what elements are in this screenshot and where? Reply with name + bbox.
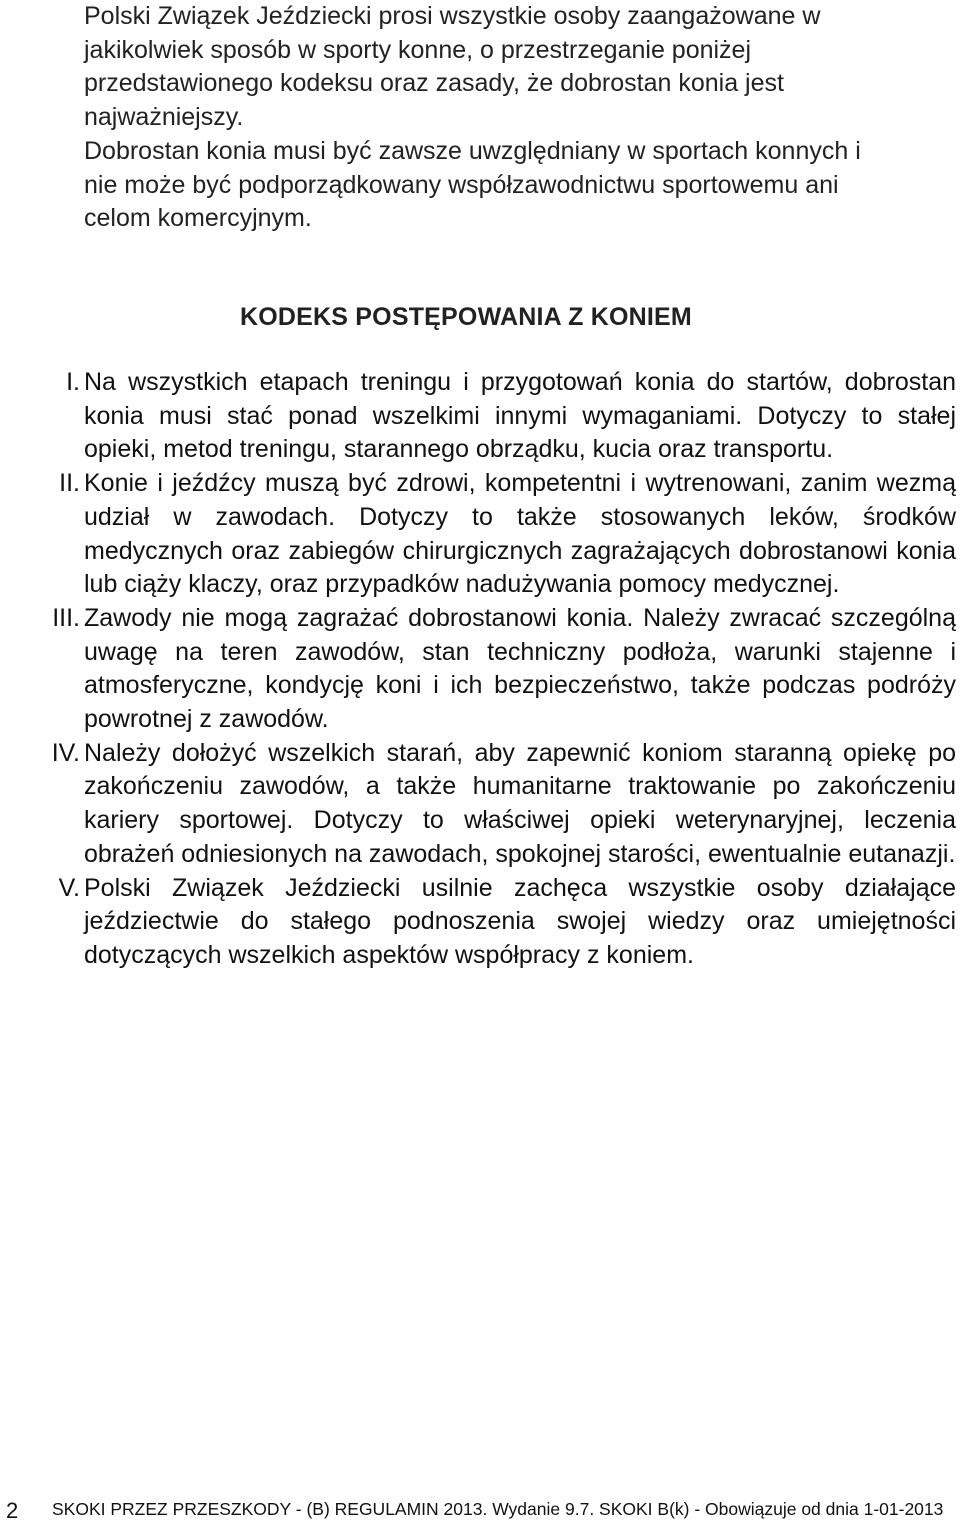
section-heading: KODEKS POSTĘPOWANIA Z KONIEM (240, 303, 692, 331)
intro-section (84, 0, 874, 236)
code-item-1 (0, 366, 960, 467)
item-number: V. (58, 873, 80, 902)
item-text: Na wszystkich etapach treningu i przygotowań konia do startów, dobrostan konia musi stać ponad wszelkimi innymi wymaganiami. Dotyczy to stałej opieki, metod treningu, starannego obrządku, kucia oraz transportu. (84, 368, 956, 464)
item-text: Polski Związek Jeździecki usilnie zachęca wszystkie osoby działające jeździectwie do stałego podnoszenia swojej wiedzy oraz umiejętności dotyczących wszelkich aspektów współpracy z koniem. (84, 873, 956, 969)
footer-text: SKOKI PRZEZ PRZESZKODY - (B) REGULAMIN 2013. Wydanie 9.7. SKOKI B(k) - Obowiązuje od dnia 1-01-2013 (52, 1499, 944, 1519)
code-item-3 (0, 602, 960, 737)
page-number: 2 (6, 1498, 19, 1523)
code-list (0, 366, 960, 973)
intro-paragraph-1: Polski Związek Jeździecki prosi wszystkie osoby zaangażowane w jakikolwiek sposób w sporty konne, o przestrzeganie poniżej przedstawionego kodeksu oraz zasady, że dobrostan konia jest najważniejszy. (84, 2, 821, 132)
item-number: III. (52, 603, 80, 632)
item-text: Konie i jeźdźcy muszą być zdrowi, kompetentni i wytrenowani, zanim wezmą udział w zawodach. Dotyczy to także stosowanych leków, środków medycznych oraz zabiegów chirurgicznych zagrażających dobrostanowi konia lub ciąży klaczy, oraz przypadków nadużywania pomocy medycznej. (84, 469, 956, 599)
code-item-2 (0, 467, 960, 602)
item-number: I. (66, 368, 80, 396)
code-item-5 (0, 872, 960, 973)
intro-paragraph-2: Dobrostan konia musi być zawsze uwzględniany w sportach konnych i nie może być podporządkowany współzawodnictwu sportowemu ani celom komercyjnym. (84, 136, 861, 233)
item-number: II. (59, 469, 80, 498)
item-text: Zawody nie mogą zagrażać dobrostanowi konia. Należy zwracać szczególną uwagę na teren zawodów, stan techniczny podłoża, warunki stajenne i atmosferyczne, kondycję koni i ich bezpieczeństwo, także podczas podróży powrotnej z zawodów. (84, 603, 956, 734)
item-text: Należy dołożyć wszelkich starań, aby zapewnić koniom staranną opiekę po zakończeniu zawodów, a także humanitarne traktowanie po zakończeniu kariery sportowej. Dotyczy to właściwej opieki weterynaryjnej, leczenia obrażeń odniesionych na zawodach, spokojnej starości, ewentualnie eutanazji. (84, 738, 956, 868)
code-item-4 (0, 737, 960, 872)
item-number: IV. (51, 738, 80, 767)
